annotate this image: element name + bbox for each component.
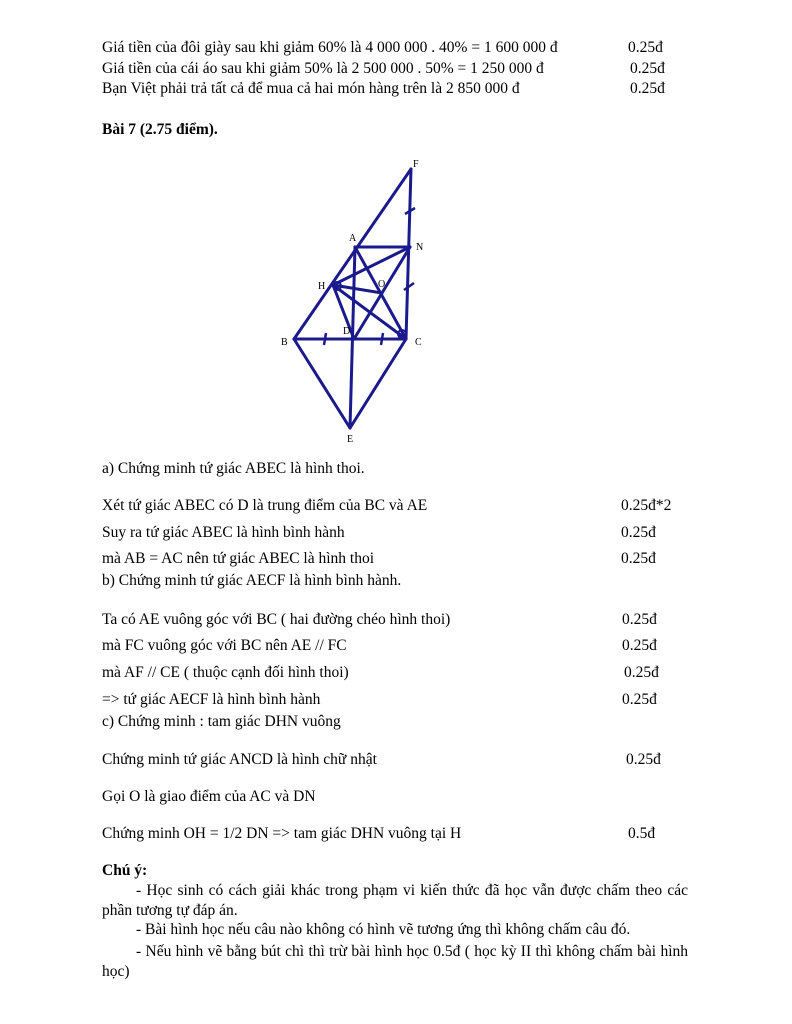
label-F: F xyxy=(413,159,419,170)
top-score-3: 0.25đ xyxy=(630,80,665,97)
note-item-1: - Học sinh có cách giải khác trong phạm vi kiến thức đã học vẫn được chấm theo các phần tương tự đáp án. xyxy=(102,882,688,919)
part-b-row-4: => tứ giác AECF là hình bình hành xyxy=(102,691,321,708)
note-title: Chú ý: xyxy=(102,862,148,879)
part-b-score-3: 0.25đ xyxy=(624,664,659,681)
part-a-row-3: mà AB = AC nên tứ giác ABEC là hình thoi xyxy=(102,550,375,567)
label-H: H xyxy=(318,281,326,292)
top-score-2: 0.25đ xyxy=(630,60,665,77)
top-line-1: Giá tiền của đôi giày sau khi giảm 60% là 4 000 000 . 40% = 1 600 000 đ xyxy=(102,39,558,56)
segment-EC xyxy=(350,339,406,428)
label-A: A xyxy=(349,233,357,244)
geometry-figure xyxy=(0,0,792,460)
label-O: O xyxy=(378,279,386,290)
label-E: E xyxy=(347,434,354,445)
part-b-score-1: 0.25đ xyxy=(622,611,657,628)
segment-BE xyxy=(294,339,350,428)
part-a-score-1: 0.25đ*2 xyxy=(621,497,672,514)
part-c-row-1: Chứng minh tứ giác ANCD là hình chữ nhật xyxy=(102,751,377,768)
part-b-score-2: 0.25đ xyxy=(622,637,657,654)
part-c-row-2: Gọi O là giao điểm của AC và DN xyxy=(102,788,316,805)
label-C: C xyxy=(415,337,422,348)
label-D: D xyxy=(343,326,351,337)
part-c-title: c) Chứng minh : tam giác DHN vuông xyxy=(102,713,341,730)
part-c-row-3: Chứng minh OH = 1/2 DN => tam giác DHN vuông tại H xyxy=(102,825,462,842)
part-b-title: b) Chứng minh tứ giác AECF là hình bình hành. xyxy=(102,572,402,589)
tick-BD xyxy=(324,333,326,345)
part-b-score-4: 0.25đ xyxy=(622,691,657,708)
part-a-score-3: 0.25đ xyxy=(621,550,656,567)
part-b-row-2: mà FC vuông góc với BC nên AE // FC xyxy=(102,637,347,654)
note-item-3: - Nếu hình vẽ bằng bút chì thì trừ bài hình học 0.5đ ( học kỳ II thì không chấm bài hình học) xyxy=(102,943,688,980)
tick-DC xyxy=(381,333,383,345)
top-score-1: 0.25đ xyxy=(628,39,663,56)
top-line-3: Bạn Việt phải trả tất cả để mua cả hai món hàng trên là 2 850 000 đ xyxy=(102,80,520,97)
label-N: N xyxy=(416,242,424,253)
top-line-2: Giá tiền của cái áo sau khi giảm 50% là 2 500 000 . 50% = 1 250 000 đ xyxy=(102,60,544,77)
part-b-row-3: mà AF // CE ( thuộc cạnh đối hình thoi) xyxy=(102,664,349,681)
part-c-score-3: 0.5đ xyxy=(628,825,656,842)
part-a-row-1: Xét tứ giác ABEC có D là trung điểm của BC và AE xyxy=(102,497,428,514)
part-b-row-1: Ta có AE vuông góc với BC ( hai đường chéo hình thoi) xyxy=(102,611,451,628)
part-a-title: a) Chứng minh tứ giác ABEC là hình thoi. xyxy=(102,460,365,477)
part-a-score-2: 0.25đ xyxy=(621,524,656,541)
part-a-row-2: Suy ra tứ giác ABEC là hình bình hành xyxy=(102,524,345,541)
exercise-heading: Bài 7 (2.75 điểm). xyxy=(102,121,218,138)
part-c-score-1: 0.25đ xyxy=(626,751,661,768)
label-B: B xyxy=(281,337,288,348)
note-item-2: - Bài hình học nếu câu nào không có hình vẽ tương ứng thì không chấm câu đó. xyxy=(136,921,631,938)
